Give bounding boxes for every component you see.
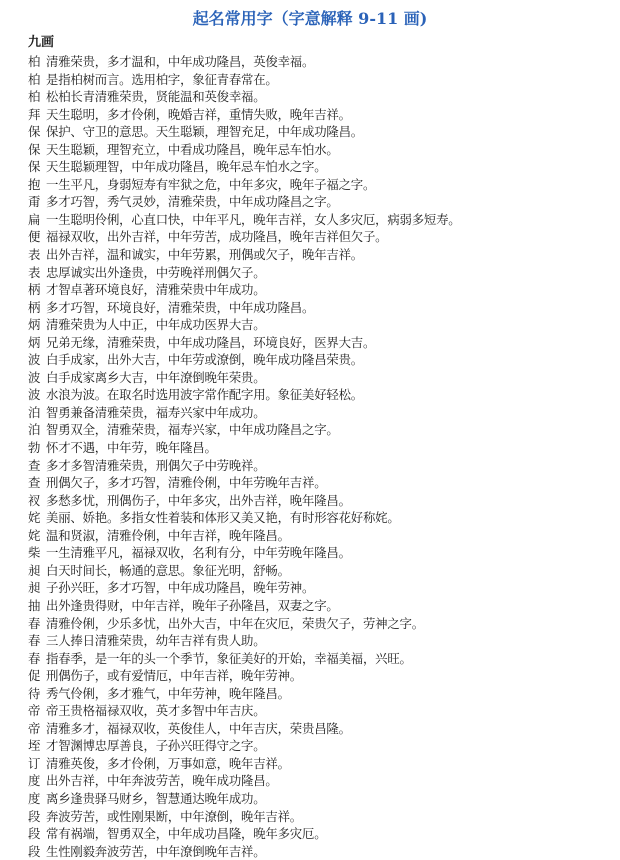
entry-meaning: 清雅多才，福禄双收，英俊佳人，中年吉庆，荣贵昌隆。 <box>46 720 351 736</box>
entry-character: 柏 <box>28 71 41 87</box>
entry-character: 勃 <box>28 440 41 456</box>
entry-meaning: 保护、守卫的意思。天生聪颖，理智充足，中年成功隆昌。 <box>46 124 363 140</box>
entry-character: 姹 <box>28 510 41 526</box>
entry-character: 表 <box>28 264 41 280</box>
list-item <box>28 772 608 790</box>
entry-meaning: 清雅荣贵，多才温和，中年成功隆昌，英俊幸福。 <box>46 54 315 69</box>
entry-meaning: 天生聪颖，理智充立，中看成功隆昌，晚年忌车怕水。 <box>46 141 339 157</box>
entry-meaning: 一生平凡，身弱短寿有牢狱之危，中年多灾，晚年子福之字。 <box>46 176 376 192</box>
entry-meaning: 忠厚诚实出外逢贵，中劳晚祥刑偶欠子。 <box>46 264 266 280</box>
entry-meaning: 出外吉祥，中年奔波劳苦，晚年成功隆昌。 <box>46 773 278 789</box>
list-item <box>28 808 608 826</box>
entry-character: 泊 <box>28 422 41 438</box>
entry-character: 帝 <box>28 720 41 736</box>
list-item <box>28 790 608 808</box>
entry-character: 保 <box>28 141 41 157</box>
entry-meaning: 白手成家离乡大吉，中年潦倒晚年荣贵。 <box>46 369 266 385</box>
list-item <box>28 246 608 264</box>
entry-meaning: 多才巧智，秀气灵妙，清雅荣贵，中年成功隆昌之字。 <box>46 194 339 210</box>
entry-meaning: 子孙兴旺，多才巧智，中年成功隆昌，晚年劳神。 <box>46 580 315 596</box>
list-item <box>28 264 608 282</box>
entry-meaning: 温和贤淑，清雅伶俐，中年吉祥，晚年隆昌。 <box>46 527 290 543</box>
entry-meaning: 生性刚毅奔波劳苦，中年潦倒晚年吉祥。 <box>46 843 266 859</box>
list-item <box>28 579 608 597</box>
entry-character: 春 <box>28 633 41 649</box>
entry-character: 柄 <box>28 299 41 315</box>
entry-meaning: 清雅伶俐，少乐多忧，出外大吉，中年在灾厄，荣贵欠子，劳神之字。 <box>46 615 424 631</box>
entry-character: 订 <box>28 755 41 771</box>
entry-meaning: 兄弟无缘，清雅荣贵，中年成功隆昌，环境良好，医界大吉。 <box>46 334 376 350</box>
list-item <box>28 211 608 229</box>
list-item <box>28 597 608 615</box>
list-item <box>28 123 608 141</box>
list-item <box>28 755 608 773</box>
entry-meaning: 帝王贵格福禄双收，英才多智中年吉庆。 <box>46 703 266 719</box>
list-item <box>28 228 608 246</box>
list-item <box>28 492 608 510</box>
entry-meaning: 多愁多忧，刑偶伤子，中年多灾，出外吉祥，晚年隆昌。 <box>46 492 351 508</box>
list-item <box>28 737 608 755</box>
entry-character: 柄 <box>28 282 41 298</box>
entry-character: 炳 <box>28 334 41 350</box>
entry-meaning: 奔波劳苦，或性刚果断，中年潦倒，晚年吉祥。 <box>46 808 303 824</box>
list-item <box>28 106 608 124</box>
entry-character: 促 <box>28 668 41 684</box>
entry-character: 段 <box>28 826 41 842</box>
entry-character: 抽 <box>28 597 41 613</box>
entry-character: 度 <box>28 790 41 806</box>
list-item <box>28 421 608 439</box>
list-item <box>28 369 608 387</box>
list-item <box>28 825 608 843</box>
entry-character: 春 <box>28 650 41 666</box>
entry-character: 抱 <box>28 176 41 192</box>
entry-character: 姹 <box>28 527 41 543</box>
entry-character: 表 <box>28 247 41 263</box>
entry-character: 柴 <box>28 545 41 561</box>
entry-meaning: 智勇双全，清雅荣贵，福寿兴家，中年成功隆昌之字。 <box>46 422 339 438</box>
entry-meaning: 才智渊博忠厚善良，子孙兴旺得守之字。 <box>46 738 266 754</box>
list-item <box>28 439 608 457</box>
entry-meaning: 离乡逢贵驿马财乡，智慧通达晚年成功。 <box>46 790 266 806</box>
list-item <box>28 316 608 334</box>
entry-character: 柏 <box>28 89 41 105</box>
list-item <box>28 562 608 580</box>
entry-meaning: 白手成家，出外大吉，中年劳或潦倒，晚年成功隆昌荣贵。 <box>46 352 363 368</box>
entry-character: 甭 <box>28 194 41 210</box>
list-item <box>28 509 608 527</box>
entry-meaning: 美丽、娇艳。多指女性着装和体形又美又艳，有时形容花好称姹。 <box>46 510 400 526</box>
entry-character: 待 <box>28 685 41 701</box>
entry-meaning: 多才多智清雅荣贵，刑偶欠子中劳晚祥。 <box>46 457 266 473</box>
entry-character: 昶 <box>28 562 41 578</box>
entry-meaning: 才智卓著环境良好，清雅荣贵中年成功。 <box>46 282 266 298</box>
entry-character: 保 <box>28 159 41 175</box>
list-item <box>28 281 608 299</box>
entry-meaning: 秀气伶俐，多才雅气，中年劳神，晚年隆昌。 <box>46 685 290 701</box>
entry-meaning: 松柏长青清雅荣贵，贤能温和英俊幸福。 <box>46 89 266 105</box>
list-item <box>28 457 608 475</box>
entry-meaning: 三人捧日清雅荣贵，幼年吉祥有贵人助。 <box>46 633 266 649</box>
entry-meaning: 出外逢贵得财，中年吉祥，晚年子孙隆昌，双妻之字。 <box>46 597 339 613</box>
list-item <box>28 702 608 720</box>
list-item <box>28 334 608 352</box>
entry-character: 度 <box>28 773 41 789</box>
entry-meaning: 常有祸端，智勇双全，中年成功昌隆，晚年多灾厄。 <box>46 826 327 842</box>
list-item <box>28 351 608 369</box>
list-item <box>28 527 608 545</box>
entry-meaning: 白天时间长，畅通的意思。象征光明，舒畅。 <box>46 562 290 578</box>
entry-meaning: 天生聪明，多才伶俐，晚婚吉祥，重情失败，晚年吉祥。 <box>46 106 351 122</box>
entry-meaning: 是指柏树而言。选用柏字，象征青春常在。 <box>46 71 278 87</box>
entry-character: 扁 <box>28 211 41 227</box>
entry-character: 泊 <box>28 404 41 420</box>
list-item <box>28 843 608 860</box>
entry-meaning: 怀才不遇，中年劳，晚年隆昌。 <box>46 440 217 456</box>
entry-character: 春 <box>28 615 41 631</box>
list-item <box>28 544 608 562</box>
entry-meaning: 一生清雅平凡，福禄双收，名利有分，中年劳晚年隆昌。 <box>46 545 351 561</box>
entry-meaning: 刑偶伤子，或有爱情厄，中年吉祥，晚年劳神。 <box>46 668 303 684</box>
entry-character: 波 <box>28 352 41 368</box>
list-item <box>28 158 608 176</box>
entry-character: 便 <box>28 229 41 245</box>
entry-list <box>28 53 608 860</box>
entry-meaning: 出外吉祥，温和诚实，中年劳累，刑偶或欠子，晚年吉祥。 <box>46 247 363 263</box>
list-item <box>28 667 608 685</box>
section-heading: 九画 <box>28 35 55 50</box>
list-item <box>28 386 608 404</box>
entry-character: 拜 <box>28 106 41 122</box>
entry-meaning: 天生聪颖理智，中年成功隆昌，晚年忌车怕水之字。 <box>46 159 327 175</box>
list-item <box>28 404 608 422</box>
entry-meaning: 智勇兼备清雅荣贵，福寿兴家中年成功。 <box>46 404 266 420</box>
list-item <box>28 615 608 633</box>
entry-character: 查 <box>28 475 41 491</box>
list-item <box>28 88 608 106</box>
entry-meaning: 刑偶欠子，多才巧智，清雅伶俐，中年劳晚年吉祥。 <box>46 475 327 491</box>
entry-meaning: 清雅荣贵为人中正，中年成功医界大吉。 <box>46 317 266 333</box>
entry-character: 段 <box>28 808 41 824</box>
entry-meaning: 多才巧智，环境良好，清雅荣贵，中年成功隆昌。 <box>46 299 315 315</box>
entry-character: 炳 <box>28 317 41 333</box>
entry-meaning: 指春季，是一年的头一个季节，象征美好的开始，幸福美福，兴旺。 <box>46 650 412 666</box>
list-item <box>28 685 608 703</box>
list-item <box>28 650 608 668</box>
list-item <box>28 71 608 89</box>
entry-character: 波 <box>28 387 41 403</box>
entry-meaning: 清雅英俊，多才伶俐，万事如意，晚年吉祥。 <box>46 755 290 771</box>
entry-character: 垤 <box>28 738 41 754</box>
entry-character: 查 <box>28 457 41 473</box>
entry-character: 昶 <box>28 580 41 596</box>
entry-character: 帝 <box>28 703 41 719</box>
entry-meaning: 水浪为波。在取名时选用波字常作配字用。象征美好轻松。 <box>46 387 363 403</box>
list-item <box>28 299 608 317</box>
list-item <box>28 632 608 650</box>
list-item <box>28 176 608 194</box>
entry-meaning: 福禄双收，出外吉祥，中年劳苦，成功隆昌，晚年吉祥但欠子。 <box>46 229 388 245</box>
entry-character: 保 <box>28 124 41 140</box>
entry-character: 衩 <box>28 492 41 508</box>
list-item <box>28 720 608 738</box>
entry-meaning: 一生聪明伶俐，心直口快，中年平凡，晚年吉祥，女人多灾厄，病弱多短寿。 <box>46 211 461 227</box>
document-title: 起名常用字（字意解释 9-11 画) <box>192 9 428 28</box>
list-item <box>28 53 608 71</box>
list-item <box>28 141 608 159</box>
entry-character: 柏 <box>28 54 41 69</box>
list-item <box>28 474 608 492</box>
list-item <box>28 193 608 211</box>
entry-character: 段 <box>28 843 41 859</box>
entry-character: 波 <box>28 369 41 385</box>
